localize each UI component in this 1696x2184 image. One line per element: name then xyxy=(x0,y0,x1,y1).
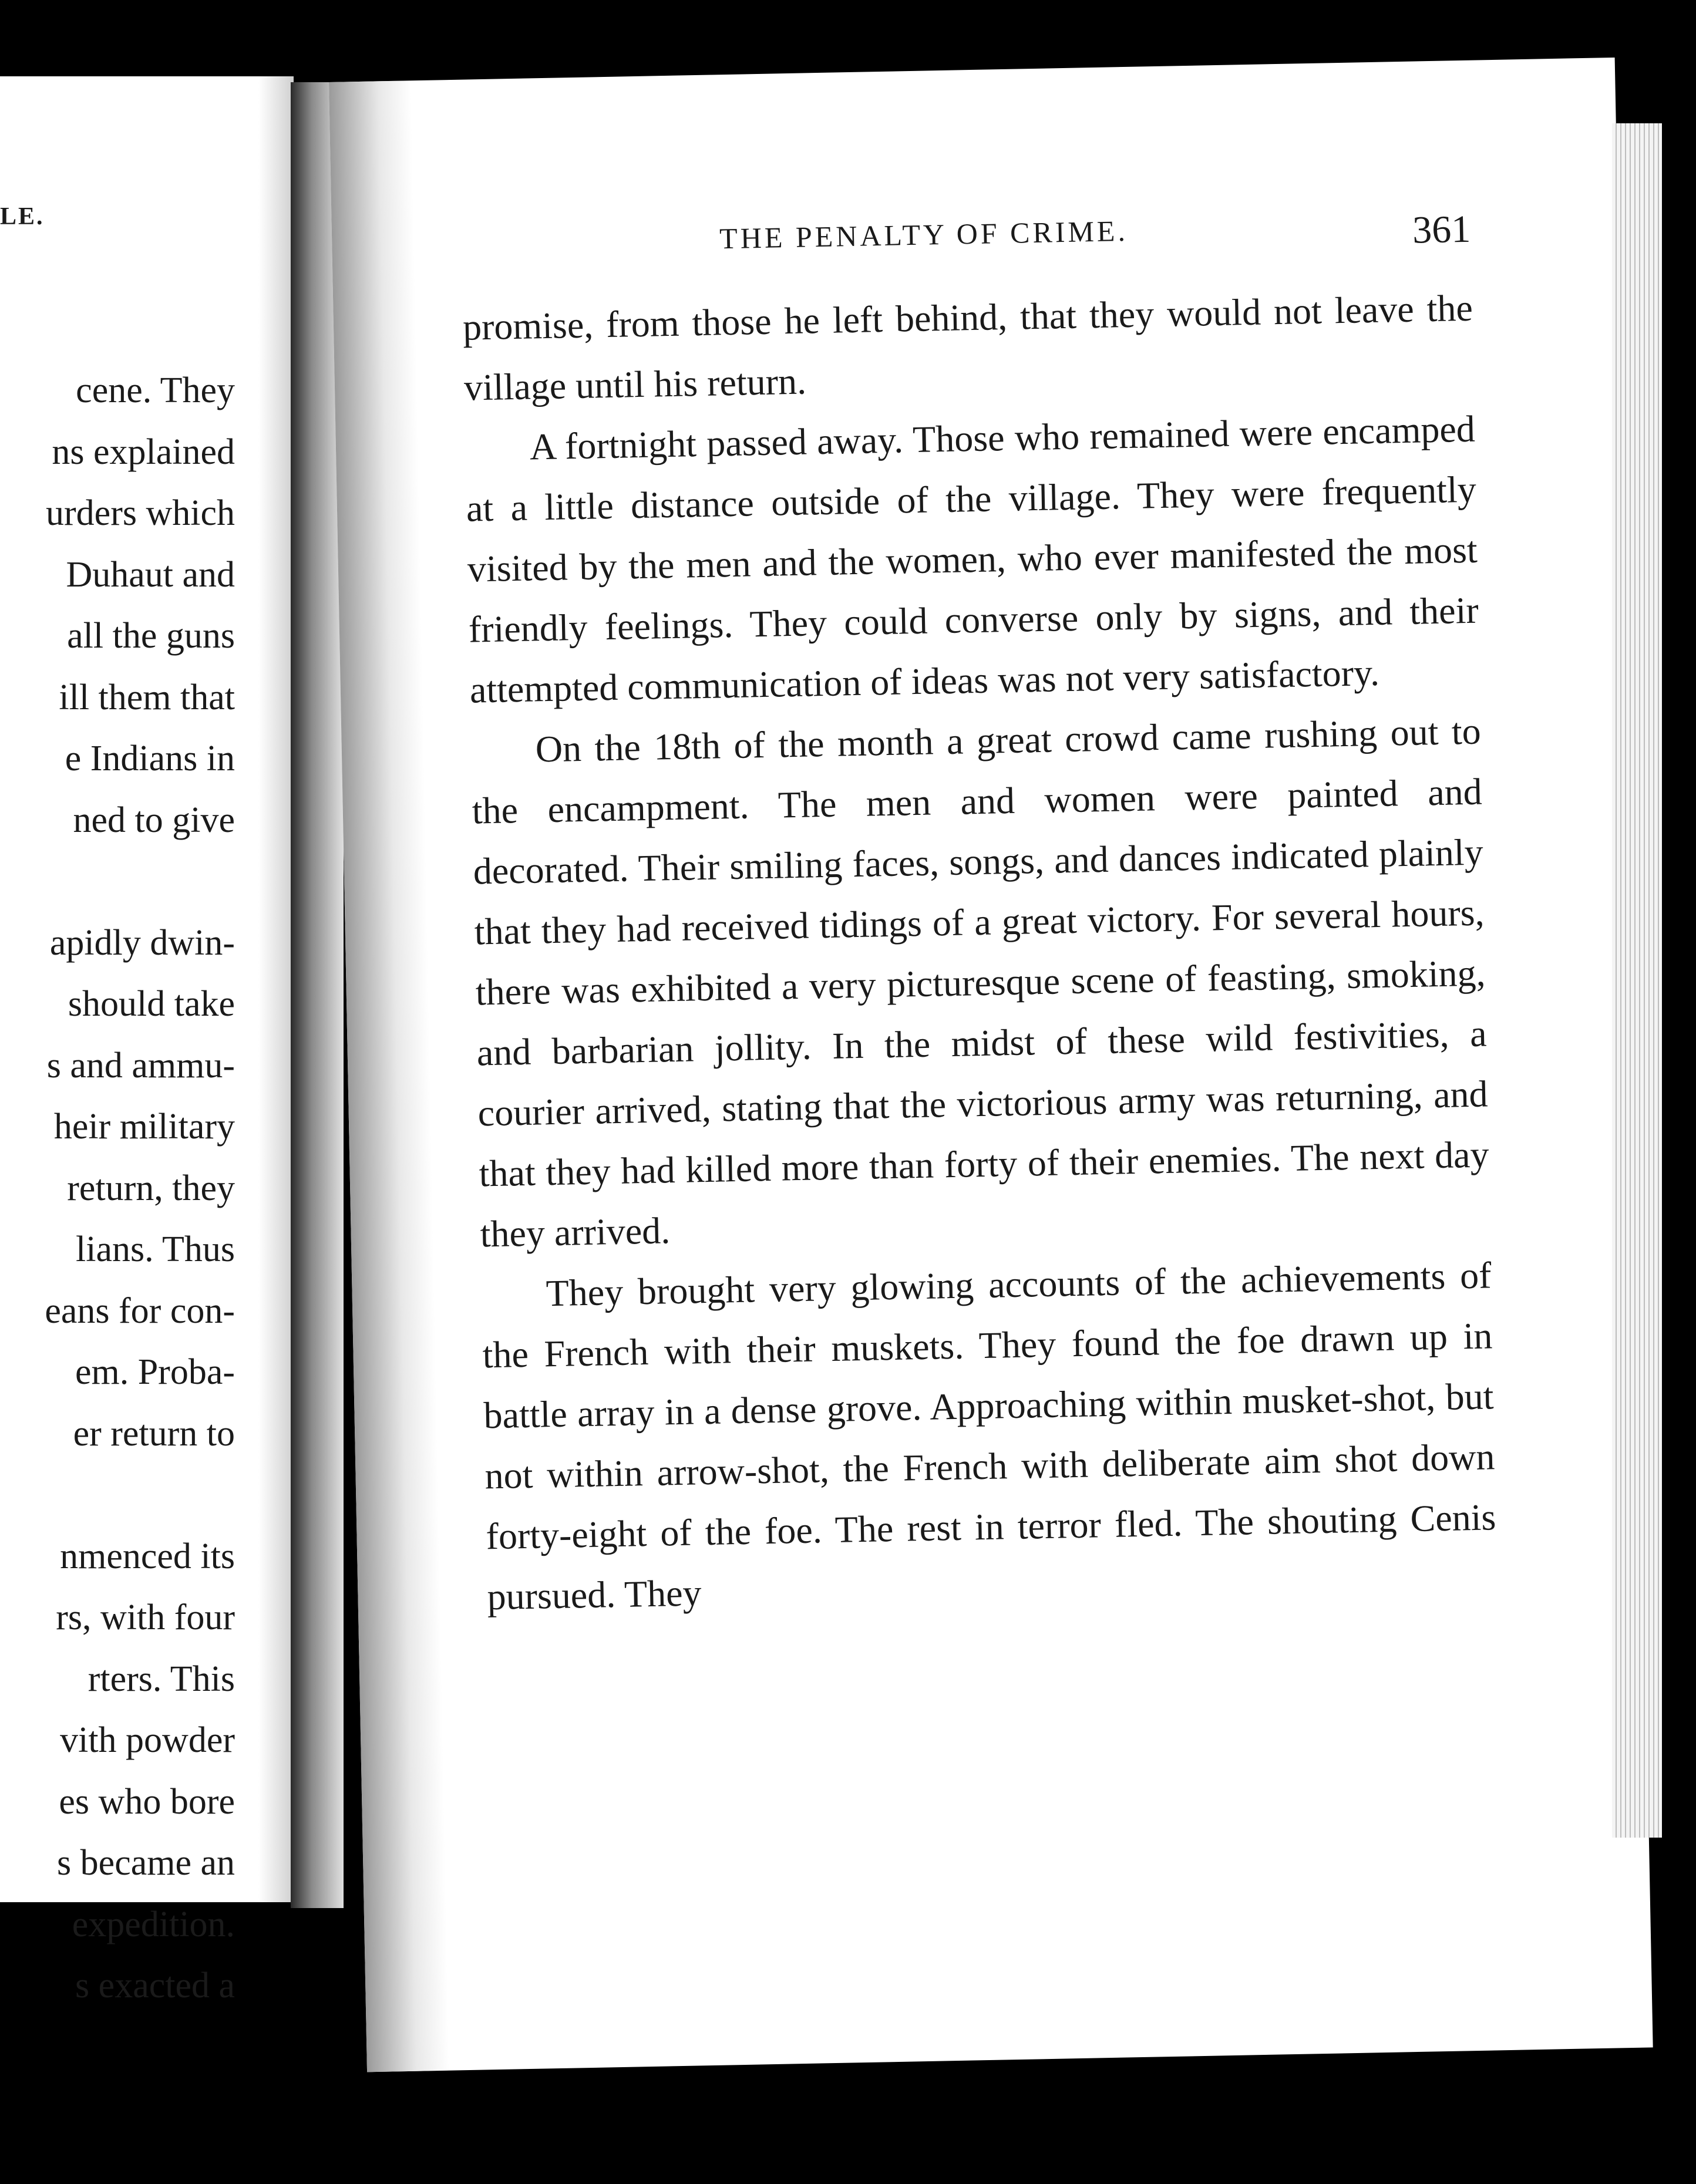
left-page-line: es who bore xyxy=(59,1781,235,1822)
left-page-line: s became an xyxy=(57,1843,235,1883)
left-page-line: rs, with four xyxy=(56,1597,235,1637)
left-page-line: return, they xyxy=(67,1168,235,1208)
page-edges xyxy=(1612,123,1662,1838)
left-page-line: cene. They xyxy=(76,370,235,410)
left-page-line: er return to xyxy=(73,1413,235,1454)
body-text xyxy=(462,278,1498,1627)
left-page-line: nmenced its xyxy=(60,1536,235,1576)
left-page-line: heir military xyxy=(53,1107,235,1147)
right-page xyxy=(329,58,1653,2072)
left-page-line: eans for con- xyxy=(45,1290,235,1331)
left-page-line: rters. This xyxy=(88,1659,235,1699)
left-page-line: ill them that xyxy=(59,677,235,717)
left-page-line: lians. Thus xyxy=(76,1229,235,1269)
left-page-line: expedition. xyxy=(72,1904,235,1944)
left-page-line: s exacted a xyxy=(75,1966,235,2006)
left-page-line: apidly dwin- xyxy=(49,922,235,963)
left-page-line: all the guns xyxy=(67,616,235,656)
left-page-line: s and ammu- xyxy=(46,1045,235,1086)
left-page-line: ned to give xyxy=(73,800,235,840)
paragraph: promise, from those he left behind, that they would not leave the village until his return. xyxy=(462,287,1473,409)
left-page xyxy=(0,76,294,2006)
left-gutter-shadow xyxy=(258,76,294,1902)
left-page-line: e Indians in xyxy=(65,739,235,778)
right-inner-shadow xyxy=(329,80,449,2072)
left-page-line: em. Proba- xyxy=(75,1352,235,1392)
left-page-line: urders which xyxy=(46,493,235,533)
left-page-line: vith powder xyxy=(60,1720,235,1760)
running-head: THE PENALTY OF CRIME. xyxy=(719,214,1129,255)
paragraph: On the 18th of the month a great crowd came rushing out to the encampment. The men and women were painted and decorated. Their smiling faces, songs, and dances indicated plainly that they had received tidings of a great victory. For several hours, there was exhibited a very picturesque scene of feasting, smoking, and barbarian jollity. In the midst of these wild festivities, a courier arrived, stating that the victorious army was returning, and that they had killed more than forty of their enemies. The next day they arrived. xyxy=(472,710,1490,1255)
left-page-line: should take xyxy=(68,984,235,1024)
left-page-line: Duhaut and xyxy=(66,554,235,595)
page-number: 361 xyxy=(1412,207,1471,252)
paragraph: They brought very glowing accounts of the achievements of the French with their muskets. They found the foe drawn up in battle array in a dense grove. Approaching within musket-shot, but not within arrow-shot, the French with deliberate aim shot down forty-eight of the foe. The rest in terror fled. The shouting Cenis pursued. They xyxy=(482,1254,1496,1618)
left-running-head: LE. xyxy=(0,203,45,230)
paragraph: A fortnight passed away. Those who remained were encamped at a little distance outside of the village. They were frequently visited by the men and the women, who ever manifested the most friendly feelings. They could converse only by signs, and their attempted communication of ideas was not very satisfactory. xyxy=(466,407,1479,711)
left-page-line: ns explained xyxy=(52,432,235,472)
